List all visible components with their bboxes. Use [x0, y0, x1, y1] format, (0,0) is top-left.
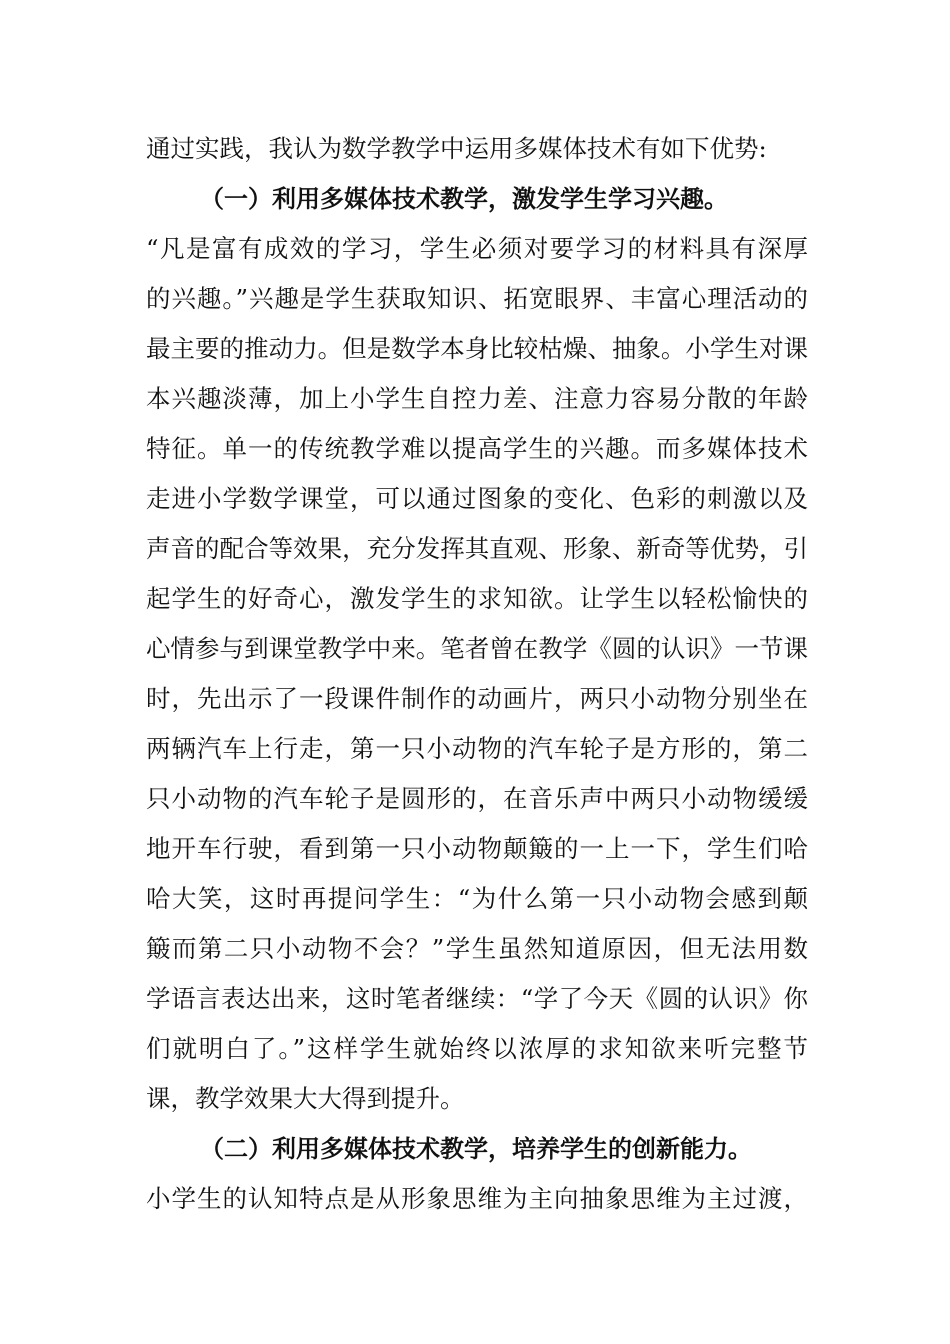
- paragraph-line: 只小动物的汽车轮子是圆形的，在音乐声中两只小动物缓缓: [146, 784, 808, 813]
- paragraph-line: 小学生的认知特点是从形象思维为主向抽象思维为主过渡，: [146, 1184, 808, 1213]
- paragraph-line: 时，先出示了一段课件制作的动画片，两只小动物分别坐在: [146, 684, 808, 713]
- section-heading: （二）利用多媒体技术教学，培养学生的创新能力。: [200, 1135, 752, 1163]
- paragraph-line: 课，教学效果大大得到提升。: [146, 1084, 465, 1113]
- paragraph-line: 走进小学数学课堂，可以通过图象的变化、色彩的刺激以及: [146, 484, 808, 513]
- section-heading: （一）利用多媒体技术教学，激发学生学习兴趣。: [200, 185, 728, 213]
- paragraph-line: 们就明白了。”这样学生就始终以浓厚的求知欲来听完整节: [146, 1034, 808, 1063]
- paragraph-line: 簸而第二只小动物不会？”学生虽然知道原因，但无法用数: [146, 934, 808, 963]
- paragraph-line: 最主要的推动力。但是数学本身比较枯燥、抽象。小学生对课: [146, 334, 808, 363]
- paragraph-line: 起学生的好奇心，激发学生的求知欲。让学生以轻松愉快的: [146, 584, 808, 613]
- paragraph-line: 地开车行驶，看到第一只小动物颠簸的一上一下，学生们哈: [146, 834, 808, 863]
- paragraph-line: 声音的配合等效果，充分发挥其直观、形象、新奇等优势，引: [146, 534, 808, 563]
- paragraph-line: “凡是富有成效的学习，学生必须对要学习的材料具有深厚: [146, 234, 808, 263]
- paragraph-line: 特征。单一的传统教学难以提高学生的兴趣。而多媒体技术: [146, 434, 808, 463]
- paragraph-line: 本兴趣淡薄，加上小学生自控力差、注意力容易分散的年龄: [146, 384, 808, 413]
- paragraph-line: 两辆汽车上行走，第一只小动物的汽车轮子是方形的，第二: [146, 734, 808, 763]
- paragraph-line: 的兴趣。”兴趣是学生获取知识、拓宽眼界、丰富心理活动的: [146, 284, 808, 313]
- paragraph-line: 学语言表达出来，这时笔者继续：“学了今天《圆的认识》你: [146, 984, 808, 1013]
- paragraph-line: 心情参与到课堂教学中来。笔者曾在教学《圆的认识》一节课: [146, 634, 808, 663]
- paragraph-line: 哈大笑，这时再提问学生：“为什么第一只小动物会感到颠: [146, 884, 808, 913]
- document-body: [146, 124, 808, 1224]
- paragraph-line: 通过实践，我认为数学教学中运用多媒体技术有如下优势:: [146, 134, 767, 163]
